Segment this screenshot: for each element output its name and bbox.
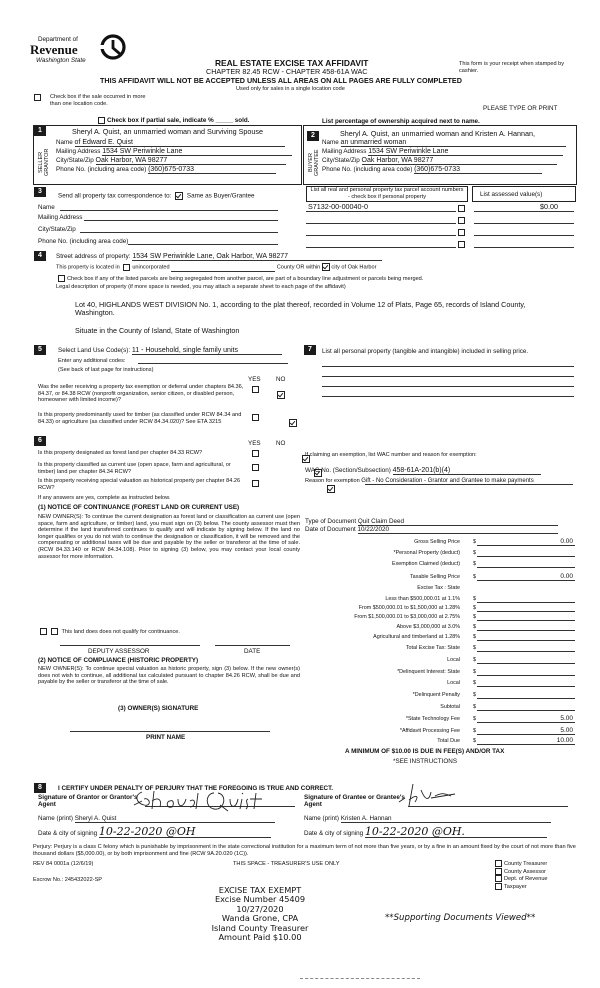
section-3-number: 3 <box>34 187 46 197</box>
fee-label: From $1,500,000.01 to $3,000,000 at 2.75% <box>354 614 460 620</box>
fee-value: 0.00 <box>560 538 573 545</box>
fee-dollar-sign: $ <box>473 728 476 734</box>
sig-grantee-label: Signature of Grantee or Grantee's Agent <box>304 794 405 809</box>
copy-label: County Treasurer <box>504 860 548 867</box>
s6-q3-no-checkbox[interactable] <box>327 485 335 493</box>
fee-row <box>305 624 575 632</box>
personal-line-3[interactable] <box>322 386 574 387</box>
assessed-value: $0.00 <box>540 202 558 211</box>
stamp-line1: EXCISE TAX EXEMPT <box>218 885 302 895</box>
copy-checkbox[interactable] <box>495 883 502 890</box>
buyer-mailing-input[interactable]: 1534 SW Periwinkle Lane <box>368 148 563 156</box>
reason-line[interactable] <box>365 484 573 485</box>
fee-dollar-sign: $ <box>473 574 476 580</box>
copy-checkbox[interactable] <box>495 875 502 882</box>
grantor-signature-image <box>130 787 290 813</box>
county-input[interactable] <box>171 264 275 272</box>
fee-dollar-sign: $ <box>473 605 476 611</box>
fee-input-line[interactable] <box>477 630 575 631</box>
legal-label: Legal description of property (if more space is needed, you may attach a separate sheet to each page of the affidavit) <box>56 284 346 290</box>
s3-city-label: City/State/Zip <box>38 226 76 233</box>
personal-property-checkbox-4[interactable] <box>458 241 465 248</box>
located-label: This property is located in <box>56 264 120 271</box>
fee-row <box>305 614 575 622</box>
notice2-body: NEW OWNER(S): To continue special valuation as historic property, sign (3) below. If the new owner(s) does not wish to continue, all additional tax calculated pursuant to chapter 84.26 RCW, shall be due and payable by the seller or transferor at the time of sale. <box>38 666 300 686</box>
segregation-label: Check box if any of the listed parcels are being segregated from another parcel, are part of a boundary line adjustment or parcels being merged. <box>67 275 424 282</box>
fee-dollar-sign: $ <box>473 704 476 710</box>
treasurer-space: THIS SPACE - TREASURER'S USE ONLY <box>233 861 340 867</box>
bottom-scan-marks <box>300 978 420 979</box>
fee-input-line[interactable] <box>477 640 575 641</box>
fee-input-line[interactable] <box>477 611 575 612</box>
qualify-label: This land does does not qualify for continuance. <box>61 628 180 635</box>
fee-value: 10.00 <box>556 737 573 744</box>
fee-row <box>305 539 575 547</box>
stamp-line6: Amount Paid $10.00 <box>218 932 302 943</box>
segregation-row <box>56 275 423 283</box>
buyer-name-value: Sheryl A. Quist, an unmarried woman and Kristen A. Hannan, <box>340 129 535 138</box>
fee-dollar-sign: $ <box>473 614 476 620</box>
grantee-signature-image <box>395 780 475 810</box>
deputy-line[interactable] <box>60 645 200 646</box>
grantee-date-label: Date & city of signing <box>304 830 364 837</box>
fee-input-line[interactable] <box>477 744 575 745</box>
fee-label: *Personal Property (deduct) <box>393 550 460 556</box>
see-instructions: *SEE INSTRUCTIONS <box>393 758 458 765</box>
parcel-line-2 <box>306 223 456 224</box>
section-5-number: 5 <box>34 345 46 355</box>
grantee-name-row <box>304 815 551 823</box>
qualify-row <box>38 628 180 636</box>
copy-row <box>493 883 548 891</box>
fee-input-line[interactable] <box>477 722 575 723</box>
buyer-mailing-label: Mailing Address <box>322 148 367 155</box>
s3-city-input[interactable] <box>80 232 278 233</box>
fee-input-line[interactable] <box>477 602 575 603</box>
owner-signature-label: (3) OWNER(S) SIGNATURE <box>118 705 199 712</box>
fee-row <box>305 585 575 593</box>
fee-label: Local <box>447 657 460 663</box>
fee-value: 5.00 <box>560 715 573 722</box>
assessed-line-3 <box>474 235 574 236</box>
land-use-select[interactable]: 11 - Household, single family units <box>132 347 282 355</box>
doc-date-input[interactable]: 10/22/2020 <box>358 526 558 534</box>
fee-row <box>305 669 575 677</box>
s3-mailing-input[interactable] <box>84 220 278 221</box>
fee-dollar-sign: $ <box>473 539 476 545</box>
section-4-number: 4 <box>34 251 46 261</box>
partial-sale-label: Check box if partial sale, indicate % _____ sold. <box>107 117 250 125</box>
fee-dollar-sign: $ <box>473 692 476 698</box>
s3-name-label: Name <box>38 204 55 211</box>
section-1-number: 1 <box>34 126 46 136</box>
s5-no: NO <box>276 376 286 383</box>
seller-mailing-input[interactable]: 1534 SW Periwinkle Lane <box>102 148 292 156</box>
copy-checkbox[interactable] <box>495 860 502 867</box>
s5-q1-yes-checkbox[interactable] <box>252 386 259 393</box>
doc-date-row <box>305 526 558 534</box>
stamp-line5: Island County Treasurer <box>211 922 309 933</box>
multi-location-checkbox[interactable] <box>34 94 41 101</box>
seller-phone-row <box>56 166 294 174</box>
dept-line2: Revenue <box>30 42 78 57</box>
fee-dollar-sign: $ <box>473 634 476 640</box>
form-chapter: CHAPTER 82.45 RCW - CHAPTER 458-61A WAC <box>206 67 368 76</box>
seller-city-row <box>56 157 294 165</box>
s5-yes: YES <box>248 376 261 383</box>
fee-input-line[interactable] <box>477 686 575 687</box>
parcel-number: S7132-00-00040-0 <box>308 202 368 211</box>
seller-city-label: City/State/Zip <box>56 157 94 164</box>
copy-label: Dept. of Revenue <box>504 876 548 883</box>
s5-q2-no-checkbox[interactable] <box>289 419 297 427</box>
copy-label: County Assessor <box>504 868 546 875</box>
buyer-side-label: BUYER GRANTEE <box>308 149 320 177</box>
fee-dollar-sign: $ <box>473 550 476 556</box>
s6-q2-yes-checkbox[interactable] <box>252 464 259 471</box>
owner-signature-line[interactable] <box>70 731 270 732</box>
s6-q1-yes-checkbox[interactable] <box>252 450 259 457</box>
date-line[interactable] <box>215 645 290 646</box>
s6-q3: Is this property receiving special valuation as historical property per chapter 84.26 RCW? <box>38 478 241 491</box>
additional-codes-label: Enter any additional codes: <box>58 358 126 364</box>
notice1-body: NEW OWNER(S): To continue the current designation as forest land or classification as current use (open space, farm and agriculture, or timber) land, you must sign on (3) below. The county assessor must then determine if the land transferred continues to qualify and will indicate by signing below. If the land no longer qualifies or you do not wish to continue the designation or classification, it will be removed and the compensating or additional taxes will be due and payable by the seller or transferor at the time of sale. (RCW 84.33.140 or RCW 84.34.108). Prior to signing (3) below, you may contact your local county assessor for more information. <box>38 514 300 560</box>
fee-row <box>305 738 575 746</box>
fee-row <box>305 728 575 736</box>
city-checkbox[interactable] <box>322 263 330 271</box>
fee-input-line[interactable] <box>477 567 575 568</box>
section-8-number: 8 <box>34 783 46 793</box>
reason-value: Gift - No Consideration - Grantor and Grantee to make payments <box>361 478 534 484</box>
notice2-title: (2) NOTICE OF COMPLIANCE (HISTORIC PROPERTY) <box>38 657 199 664</box>
qualify-does-checkbox[interactable] <box>40 628 47 635</box>
additional-codes-input[interactable] <box>138 363 288 364</box>
street-label: Street address of property: <box>56 253 131 260</box>
seller-phone-input[interactable]: (360)675-0733 <box>148 166 276 174</box>
fee-value: 5.00 <box>560 727 573 734</box>
fee-row <box>305 596 575 604</box>
grantee-name-input[interactable]: Kristen A. Hannan <box>341 815 551 823</box>
fee-label: From $500,000.01 to $1,500,000 at 1.28% <box>358 605 460 611</box>
perjury-text: Perjury: Perjury is a class C felony which is punishable by imprisonment in the state correctional institution for a maximum term of not more than five years, or by a fine in an amount fixed by the court of not more than five thousand dollars ($5,000.00), or by both imprisonment and fine (RCW 9A.20.020 (1C)). <box>33 844 576 857</box>
fee-label: *Delinquent Penalty <box>412 692 460 698</box>
certify-text: I CERTIFY UNDER PENALTY OF PERJURY THAT THE FOREGOING IS TRUE AND CORRECT. <box>58 785 333 792</box>
grantee-name-label: Name (print) <box>304 815 339 822</box>
s3-phone-input[interactable] <box>128 244 278 245</box>
fee-label: Agricultural and timberland at 1.28% <box>373 634 460 640</box>
assessed-line-1 <box>474 211 574 212</box>
land-use-label: Select Land Use Code(s): <box>58 347 131 354</box>
multi-location-row <box>36 94 156 107</box>
buyer-mailing-row <box>322 148 572 156</box>
copies-list <box>493 860 548 890</box>
fee-row <box>305 716 575 724</box>
form-usage: Used only for sales in a single location code <box>236 86 345 92</box>
located-row <box>56 263 377 272</box>
seller-mailing-label: Mailing Address <box>56 148 101 155</box>
fee-label: Taxable Selling Price <box>409 574 460 580</box>
unincorporated-checkbox[interactable] <box>123 264 130 271</box>
unincorporated-label: unincorporated <box>132 264 170 271</box>
qualify-does-not-checkbox[interactable] <box>51 628 58 635</box>
fee-row <box>305 680 575 688</box>
fee-value: 0.00 <box>560 573 573 580</box>
same-as-buyer-label: Same as Buyer/Grantee <box>186 192 255 200</box>
grantor-name-row <box>38 815 275 823</box>
s6-no: NO <box>276 440 286 447</box>
fee-dollar-sign: $ <box>473 669 476 675</box>
sig-grantor-label: Signature of Grantor or Grantor's Agent <box>38 794 138 809</box>
situate: Situate in the County of Island, State of Washington <box>75 326 240 335</box>
personal-line-4[interactable] <box>322 396 574 397</box>
s5-q2-yes-checkbox[interactable] <box>252 414 259 421</box>
grantor-date-label: Date & city of signing <box>38 830 98 837</box>
assessed-header: List assessed value(s) <box>480 191 543 198</box>
see-back: (See back of last page for instructions) <box>58 367 154 373</box>
s6-q3-yes-checkbox[interactable] <box>252 480 259 487</box>
fee-label: Exemption Claimed (deduct) <box>391 561 460 567</box>
parcel-line-1 <box>306 211 456 212</box>
seller-name-label: Name <box>56 139 73 146</box>
s6-yes: YES <box>248 440 261 447</box>
seller-phone-label: Phone No. (including area code) <box>56 166 147 173</box>
copy-checkbox[interactable] <box>495 868 502 875</box>
s5-q2: Is this property predominantly used for timber (as classified under RCW 84.34 and 84.33) or agriculture (as classified under RCW 84.34.020)? See ETA 3215 <box>38 412 242 425</box>
escrow-number: Escrow No.: 245432022-SP <box>33 877 103 883</box>
fee-dollar-sign: $ <box>473 596 476 602</box>
s5-q1: Was the seller receiving a property tax exemption or deferral under chapters 84.36, 84.37, or 84.38 RCW (nonprofit organization, senior citizen, or disabled person, homeowner with limited income)? <box>38 384 244 404</box>
form-warning: THIS AFFIDAVIT WILL NOT BE ACCEPTED UNLESS ALL AREAS ON ALL PAGES ARE FULLY COMPLETED <box>100 76 462 85</box>
grantor-name-label: Name (print) <box>38 815 73 822</box>
fee-input-line[interactable] <box>477 620 575 621</box>
grantee-date-input[interactable]: 10-22-2020 @OH. <box>365 826 547 838</box>
street-input[interactable]: 1534 SW Periwinkle Lane, Oak Harbor, WA 98277 <box>132 253 382 261</box>
seller-city-input[interactable]: Oak Harbor, WA 98277 <box>96 157 286 165</box>
grantor-date-input[interactable]: 10-22-2020 @OH <box>99 826 271 838</box>
s3-name-input[interactable] <box>60 210 278 211</box>
receipt-note: This form is your receipt when stamped by cashier. <box>459 61 565 74</box>
fee-row <box>305 634 575 642</box>
partial-sale-checkbox[interactable] <box>98 117 105 124</box>
stamp-line2: Excise Number 45409 <box>214 894 306 905</box>
wac-label: WAC No. (Section/Subsection) <box>305 467 391 474</box>
assessed-line-2 <box>474 223 574 224</box>
notice1-title: (1) NOTICE OF CONTINUANCE (FOREST LAND OR CURRENT USE) <box>38 504 240 511</box>
dor-logo <box>28 34 138 74</box>
fee-input-line[interactable] <box>477 580 575 581</box>
fee-dollar-sign: $ <box>473 680 476 686</box>
parcel-header: List all real and personal property tax parcel account numbers - check box if personal property <box>310 187 464 200</box>
copy-row <box>493 875 548 883</box>
deputy-label: DEPUTY ASSESSOR <box>88 648 150 655</box>
form-title: REAL ESTATE EXCISE TAX AFFIDAVIT <box>215 58 369 68</box>
fee-label: *Delinquent Interest: State <box>397 669 460 675</box>
seller-name-input[interactable]: of Edward E. Quist <box>75 139 285 147</box>
legal-description: Lot 40, HIGHLANDS WEST DIVISION No. 1, according to the plat thereof, recorded in Volume 12 of Plats, Page 65, records of Island County, Washington. <box>75 300 526 318</box>
seller-side-label: SELLER GRANTOR <box>38 148 50 176</box>
exemption-label: If claiming an exemption, list WAC number and reason for exemption: <box>305 452 477 458</box>
parcel-line-3 <box>306 235 456 236</box>
personal-property-checkbox-2[interactable] <box>458 217 465 224</box>
doc-type-input[interactable]: Quit Claim Deed <box>358 518 558 526</box>
personal-line-1[interactable] <box>322 366 574 367</box>
wac-input[interactable]: 458-61A-201(b)(4) <box>393 467 541 475</box>
personal-property-checkbox-1[interactable] <box>458 205 465 212</box>
copy-label: Taxpayer <box>504 883 527 890</box>
section-7-number: 7 <box>304 345 316 355</box>
reason-label: Reason for exemption <box>305 478 360 484</box>
print-name-label: PRINT NAME <box>146 734 186 741</box>
fee-label: Local <box>447 680 460 686</box>
grantor-date-row <box>38 826 271 838</box>
dept-line1: Department of <box>38 36 78 43</box>
doc-type-label: Type of Document <box>305 518 357 525</box>
segregation-checkbox[interactable] <box>58 275 65 282</box>
fee-dollar-sign: $ <box>473 738 476 744</box>
personal-property-label: List all personal property (tangible and intangible) included in selling price. <box>322 348 529 355</box>
buyer-phone-label: Phone No. (including area code) <box>322 166 413 173</box>
grantor-name-input[interactable]: Sheryl A. Quist <box>75 815 275 823</box>
personal-property-checkbox-3[interactable] <box>458 229 465 236</box>
assessed-line-4 <box>474 247 574 248</box>
s3-phone-label: Phone No. (including area code) <box>38 238 129 245</box>
city-of-label: city of Oak Harbor <box>331 264 377 271</box>
fee-input-line[interactable] <box>477 710 575 711</box>
fee-row <box>305 692 575 700</box>
please-type: PLEASE TYPE OR PRINT <box>483 105 558 112</box>
s3-mailing-label: Mailing Address <box>38 214 83 221</box>
dept-line3: Washington State <box>36 57 86 64</box>
stamp-line3: 10/27/2020 <box>236 903 284 914</box>
seller-name-value: Sheryl A. Quist, an unmarried woman and Surviving Spouse <box>72 127 263 136</box>
partial-sale-row <box>96 117 249 125</box>
fee-row <box>305 704 575 712</box>
seller-mailing-row <box>56 148 294 156</box>
doc-date-label: Date of Document <box>305 526 356 533</box>
fee-dollar-sign: $ <box>473 645 476 651</box>
buyer-city-row <box>322 157 572 165</box>
section-6-number: 6 <box>34 436 46 446</box>
fee-row <box>305 657 575 665</box>
personal-line-2[interactable] <box>322 376 574 377</box>
fee-input-line[interactable] <box>477 545 575 546</box>
fee-dollar-sign: $ <box>473 716 476 722</box>
land-use-row <box>58 347 282 355</box>
fee-row <box>305 561 575 569</box>
fee-input-line[interactable] <box>477 663 575 664</box>
fee-input-line[interactable] <box>477 556 575 557</box>
fee-label: *Affidavit Processing Fee <box>399 728 460 734</box>
fee-label: Above $3,000,000 at 3.0% <box>396 624 460 630</box>
treasurer-stamp <box>190 886 330 942</box>
send-correspondence-label: Send all property tax correspondence to: <box>58 192 172 200</box>
fee-label: Total Due <box>437 738 460 744</box>
fee-input-line[interactable] <box>477 675 575 676</box>
buyer-city-label: City/State/Zip <box>322 157 360 164</box>
fee-label: *State Technology Fee <box>405 716 460 722</box>
fee-dollar-sign: $ <box>473 657 476 663</box>
seller-name-row <box>56 139 294 147</box>
copy-row <box>493 868 548 876</box>
fee-dollar-sign: $ <box>473 624 476 630</box>
s6-instructions: If any answers are yes, complete as instructed below. <box>38 495 171 501</box>
parcel-line-4 <box>306 247 456 248</box>
fee-label: Excise Tax : State <box>417 585 460 591</box>
send-correspondence-row <box>58 192 254 200</box>
fee-input-line[interactable] <box>477 698 575 699</box>
buyer-name-input[interactable]: an unmarried woman <box>341 139 566 147</box>
minimum-note: A MINIMUM OF $10.00 IS DUE IN FEE(S) AND/OR TAX <box>345 748 505 755</box>
form-number: REV 84 0001a (12/6/19) <box>33 861 94 867</box>
fee-row <box>305 605 575 613</box>
fee-input-line[interactable] <box>477 734 575 735</box>
fee-label: Less than $500,000.01 at 1.1% <box>385 596 460 602</box>
buyer-phone-input[interactable]: (360)675-0733 <box>414 166 542 174</box>
revenue-logo-icon <box>100 34 126 60</box>
s5-q1-no-checkbox[interactable] <box>277 391 285 399</box>
fee-label: Total Excise Tax: State <box>405 645 460 651</box>
stamp-line4: Wanda Grone, CPA <box>221 913 299 924</box>
fee-row <box>305 550 575 558</box>
copy-row <box>493 860 548 868</box>
buyer-city-input[interactable]: Oak Harbor, WA 98277 <box>362 157 557 165</box>
buyer-name-label: Name <box>322 139 339 146</box>
county-or-label: County OR within <box>276 264 321 271</box>
s6-q2: Is this property classified as current use (open space, farm and agricultural, or timber) land per chapter 84.34 RCW? <box>38 462 231 475</box>
fee-dollar-sign: $ <box>473 561 476 567</box>
wac-row <box>305 467 541 475</box>
supporting-docs-viewed: **Supporting Documents Viewed** <box>385 913 536 923</box>
buyer-name-row <box>322 139 572 147</box>
date-label: DATE <box>244 648 261 655</box>
same-as-buyer-checkbox[interactable] <box>175 192 183 200</box>
percentage-note: List percentage of ownership acquired next to name. <box>322 118 480 125</box>
buyer-phone-row <box>322 166 572 174</box>
fee-label: Subtotal <box>440 704 460 710</box>
fee-input-line[interactable] <box>477 651 575 652</box>
fee-label: Gross Selling Price <box>414 539 460 545</box>
multi-location-label: Check box if the sale occurred in more than one location code. <box>50 94 146 107</box>
s6-q1: Is this property designated as forest land per chapter 84.33 RCW? <box>38 450 203 456</box>
fee-row <box>305 574 575 582</box>
grantee-date-row <box>304 826 547 838</box>
fee-row <box>305 645 575 653</box>
street-row <box>56 253 382 261</box>
section-2-number: 2 <box>307 131 319 141</box>
